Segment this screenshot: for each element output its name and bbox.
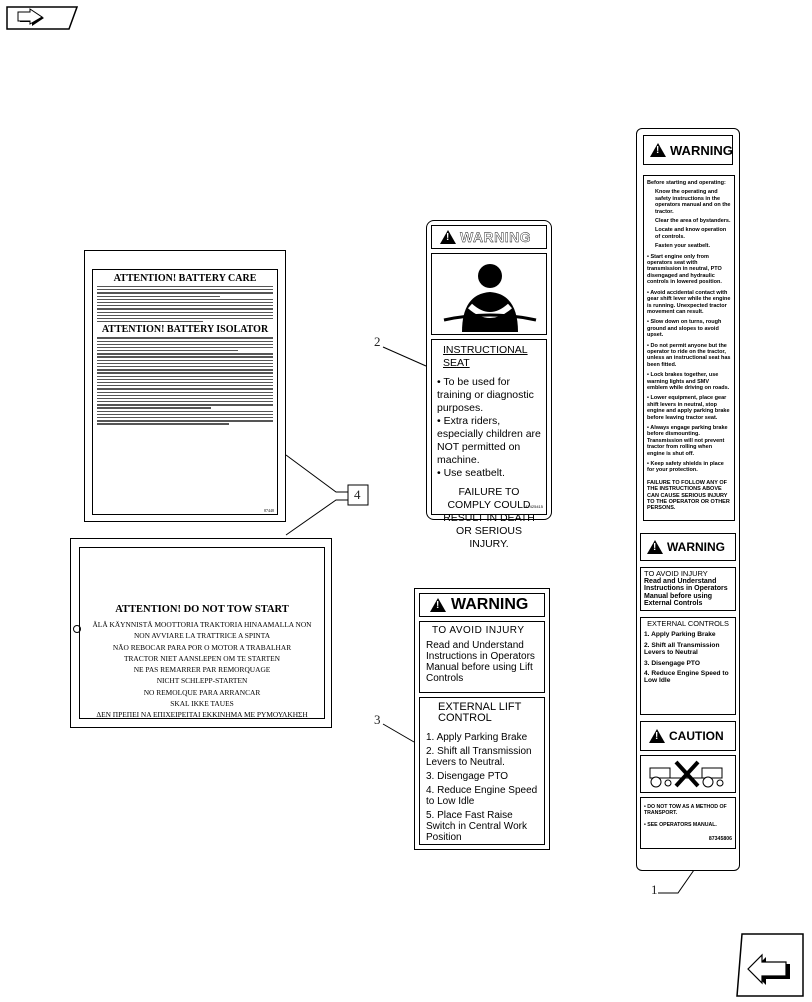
warning-header bbox=[431, 225, 547, 249]
tow-line: NO REMOLQUE PARA ARRANCAR bbox=[143, 687, 261, 697]
lift-step: 4. Reduce Engine Speed to Low Idle bbox=[426, 785, 538, 807]
lift-step: 5. Place Fast Raise Switch in Central Work Position bbox=[426, 810, 527, 843]
avoid-injury-title: TO AVOID INJURY bbox=[644, 569, 708, 578]
control-step: 1. Apply Parking Brake bbox=[644, 631, 716, 639]
callout-2: 2 bbox=[374, 334, 381, 349]
tow-translations bbox=[80, 619, 324, 721]
operator-warning-decal bbox=[636, 128, 740, 871]
callout-1: 1 bbox=[651, 882, 658, 897]
seat-bullet: Use seatbelt. bbox=[443, 467, 505, 479]
tow-line: NE PAS REMARRER PAR REMORQUAGE bbox=[133, 665, 271, 675]
seatbelt-pictogram bbox=[431, 253, 547, 335]
seat-title: INSTRUCTIONAL SEAT bbox=[443, 344, 528, 369]
seatbelt-icon bbox=[432, 254, 548, 334]
warning-triangle-icon bbox=[647, 540, 663, 554]
caution-label: CAUTION bbox=[669, 728, 724, 743]
battery-isolator-title: ATTENTION! BATTERY ISOLATOR bbox=[101, 324, 269, 336]
instruction-item: Slow down on turns, rough ground and slopes to avoid upset. bbox=[647, 319, 722, 339]
tow-line: NON AVVIARE LA TRATTRICE A SPINTA bbox=[133, 631, 271, 641]
instruction-item: Fasten your seatbelt. bbox=[655, 243, 711, 250]
tow-line: NICHT SCHLEPP-STARTEN bbox=[156, 676, 248, 686]
external-controls-title: EXTERNAL CONTROLS bbox=[647, 618, 729, 628]
control-step: 2. Shift all Transmission Levers to Neutral bbox=[644, 641, 720, 657]
tow-instruction: • SEE OPERATORS MANUAL. bbox=[644, 821, 717, 828]
no-tow-pictogram bbox=[640, 755, 736, 793]
seat-bullet: Extra riders, especially children are NOT permitted on machine. bbox=[437, 415, 541, 466]
part-number: 87448 bbox=[264, 508, 274, 513]
external-lift-control-decal bbox=[414, 588, 550, 850]
tow-instructions bbox=[640, 797, 736, 849]
tow-title: ATTENTION! DO NOT TOW START bbox=[115, 604, 289, 615]
tow-line: ÄLÄ KÄYNNISTÄ MOOTTORIA TRAKTORIA HINAAMALLA NON bbox=[92, 620, 312, 629]
operator-instructions: Before starting and operating: Know the operating and safety instructions in the operators manual and on the tractor. Clear the area of bystanders. Locate and know operation of controls. Fasten your seatbelt. • Start engine only from operators seat with transmission in neutral, PTO disengaged and hydraulic controls in lowered position. • Avoid accidental contact with gear shift lever while the engine is running. Unexpected tractor movement can result. • Slow down on turns, rough ground and slopes to avoid upset. • Do not permit anyone but the operator to ride on the tractor, unless an instructional seat has been fitted. • Lock brakes together, use warning lights and SMV emblem while driving on roads. • Lower equipment, place gear shift levers in neutral, stop engine and apply parking brake before leaving tractor seat. • Always engage parking brake before dismounting. Transmission will not prevent tractor from rolling when engine is shut off. • Keep safety shields in place for your protection. FAILURE TO FOLLOW ANY OF THE INSTRUCTIONS ABOVE CAN CAUSE SERIOUS INJURY TO THE OPERATOR OR OTHER PERSONS. bbox=[643, 175, 735, 521]
next-page-button[interactable] bbox=[736, 933, 804, 997]
avoid-injury-text: Read and Understand Instructions in Operators Manual before using External Controls bbox=[644, 577, 728, 608]
tow-line: ΔΕΝ ΠΡΕΠΕΙ ΝΑ ΕΠΙΧΕΙΡΕΙΤΑΙ ΕΚΚΙΝΗΜΑ ΜΕ ΡΥΜΟΥΛΚΗΣΗ bbox=[96, 710, 308, 720]
tow-instruction: • DO NOT TOW AS A METHOD OF TRANSPORT. bbox=[644, 803, 727, 816]
lift-steps-box bbox=[419, 697, 545, 845]
instruction-item: Lock brakes together, use warning lights and SMV emblem while driving on roads. bbox=[647, 372, 730, 391]
control-step: 3. Disengage PTO bbox=[644, 659, 700, 667]
part-number: 47425415 bbox=[525, 504, 543, 509]
instruction-item: Always engage parking brake before dismounting. Transmission will not prevent tractor from rolling when engine is shut off. bbox=[647, 425, 728, 457]
warning-triangle-icon bbox=[649, 729, 665, 743]
warning-triangle-icon bbox=[650, 143, 666, 157]
battery-care-title: ATTENTION! BATTERY CARE bbox=[113, 273, 257, 284]
warning-triangle-icon bbox=[440, 230, 456, 244]
instruction-item: Lower equipment, place gear shift levers in neutral, stop engine and apply parking brake before leaving tractor seat. bbox=[647, 395, 730, 421]
battery-care-text bbox=[97, 286, 273, 322]
lift-title: EXTERNAL LIFT CONTROL bbox=[438, 701, 522, 724]
caution-header bbox=[640, 721, 736, 751]
warning-label: WARNING bbox=[451, 596, 529, 613]
warning-label: WARNING bbox=[670, 142, 733, 158]
battery-isolator-text bbox=[97, 337, 273, 424]
seat-instructions: INSTRUCTIONAL SEAT • To be used for training or diagnostic purposes. • Extra riders, especially children are NOT permitted on machine. • Use seatbelt. FAILURE TO COMPLY COULD RESULT IN DEATH OR SERIOUS INJURY. 47425415 bbox=[431, 339, 547, 515]
callout-3: 3 bbox=[374, 712, 381, 727]
instruction-item: Avoid accidental contact with gear shift lever while the engine is running. Unexpected tractor movement can result. bbox=[647, 289, 731, 315]
part-number: 87345806 bbox=[708, 835, 732, 842]
avoid-injury-title: TO AVOID INJURY bbox=[432, 625, 525, 636]
avoid-injury-box bbox=[419, 621, 545, 693]
tow-line: TRACTOR NIET AANSLEPEN OM TE STARTEN bbox=[123, 653, 281, 663]
warning-header bbox=[643, 135, 733, 165]
warning-header bbox=[419, 593, 545, 617]
instruction-item: Before starting and operating: bbox=[647, 180, 726, 186]
warning-label: WARNING bbox=[460, 229, 532, 245]
warning-header bbox=[640, 533, 736, 561]
lift-step: 3. Disengage PTO bbox=[426, 771, 509, 782]
warning-triangle-icon bbox=[430, 598, 446, 612]
no-tow-icon bbox=[644, 758, 732, 790]
tow-start-decal bbox=[70, 538, 332, 728]
failure-warning: FAILURE TO FOLLOW ANY OF THE INSTRUCTIONS ABOVE CAN CAUSE SERIOUS INJURY TO THE OPERATOR OR OTHER PERSONS. bbox=[647, 479, 730, 512]
lift-step: 1. Apply Parking Brake bbox=[426, 732, 528, 743]
external-controls-section bbox=[640, 533, 736, 849]
instruction-item: Do not permit anyone but the operator to ride on the tractor, unless an instructional seat has been fitted. bbox=[647, 342, 731, 368]
avoid-injury-text: Read and Understand Instructions in Operators Manual before using Lift Controls bbox=[426, 640, 535, 684]
avoid-injury-box bbox=[640, 567, 736, 611]
seat-bullet: To be used for training or diagnostic purposes. bbox=[437, 376, 534, 414]
warning-label: WARNING bbox=[667, 540, 725, 554]
control-step: 4. Reduce Engine Speed to Low Idle bbox=[644, 670, 729, 685]
instruction-item: Start engine only from operators seat with transmission in neutral, PTO disengaged and hydraulic controls in lowered position. bbox=[647, 253, 722, 286]
instructional-seat-decal bbox=[426, 220, 552, 550]
tow-line: NÃO REBOCAR PARA POR O MOTOR A TRABALHAR bbox=[112, 642, 292, 652]
instruction-item: Know the operating and safety instructions in the operators manual and on the tractor. bbox=[655, 189, 731, 215]
instruction-item: Clear the area of bystanders. bbox=[655, 218, 731, 225]
external-controls-box bbox=[640, 617, 736, 715]
lift-step: 2. Shift all Transmission Levers to Neutral. bbox=[426, 746, 532, 768]
tow-line: SKAL IKKE TAUES bbox=[170, 699, 234, 709]
instruction-item: Keep safety shields in place for your protection. bbox=[647, 461, 724, 474]
battery-decal bbox=[84, 250, 286, 522]
arrow-left-icon bbox=[736, 933, 804, 997]
instruction-item: Locate and know operation of controls. bbox=[655, 227, 727, 240]
seat-failure-warning: FAILURE TO COMPLY COULD RESULT IN DEATH OR SERIOUS INJURY. bbox=[443, 486, 535, 550]
callout-4: 4 bbox=[354, 487, 361, 502]
